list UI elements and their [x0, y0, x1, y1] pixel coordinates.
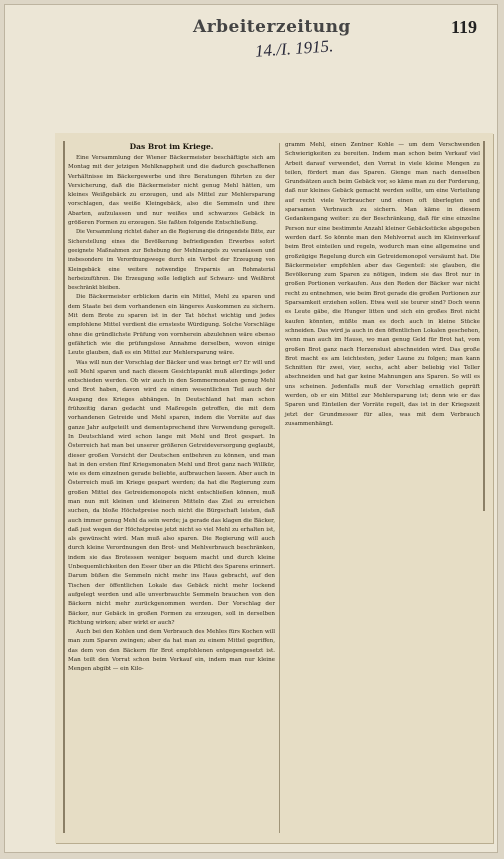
newspaper-clipping [55, 133, 493, 843]
newspaper-title: Arbeiterzeitung [193, 17, 351, 37]
article-paragraph: Eine Versammlung der Wiener Bäckermeister beschäftigte sich am Montag mit der jetzigen Mehlknappheit und die dadurch geschaffenen Verhältnisse im Bäckergewerbe und ihre Beratungen führten zu der Versicherung, daß die Bäckermeister nicht genug Mehl hätten, um kleines Weißgebäck zu erzeugen, und als Mittel zur Mehlersparung vorschlagen, das weiße Kleingebäck, also die Semmeln und ihre Abarten, aufzulassen und nur weißes und schwarzes Gebäck in größeren Formen zu erzeugen. Sie faßten folgende Entschließung. [68, 155, 275, 227]
handwritten-date: 14./I. 1915. [254, 36, 334, 61]
article-column-left [63, 141, 275, 833]
article-paragraph: gramm Mehl, einen Zentner Kohle — um dem Verschwenden Schwierigkeiten zu bereiten. Indem man schon beim Verkauf viel Arbeit darauf verwendet, den Vorrat in viele kleine Mengen zu teilen, fördert man das Sparen. Gienge man nach denselben Grundsätzen auch beim Gebäck vor, so käme man zu der Forderung, daß nur kleines Gebäck gemacht werden sollte, um eine Verteilung auf recht viele Verbraucher und einen oft überlegten und sparsamen Verbrauch zu sichern. Man käme in diesem Gedankengang weiter: zu der Beschränkung, daß für eine einzelne Person nur eine bestimmte Anzahl kleiner Gebäckstücke abgegeben werden darf. So könnte man den Mehlvorrat auch im Kleinverkauf beim Brot einteilen und regeln, wodurch man eine allgemeine und großzügige Regelung durch ein Getreidemonopol versäumt hat. Die Bäckermeister empfehlen aber das Gegenteil: sie glauben, die Bevölkerung zum Sparen zu nötigen, indem sie das Brot nur in großen Portionen verkaufen. Aus den Reden der Bäcker war nicht recht zu entnehmen, wie beim Brot gerade die großen Portionen zur Sparsamkeit erziehen sollen. Etwa weil sie teurer sind? Doch wenn es Leute gäbe, die Hunger litten und sich ein großes Brot nicht kaufen könnten, müßte man es doch auch in kleine Stücke schneiden. Das wird ja auch in den öffentlichen Lokalen geschehen, wenn man auch im Hause, wo man genug Geld für Brot hat, vom großen Brot ganz nach Herzenslust abschneiden wird. Das große Brot macht es am leichtesten, jeder Laune zu folgen; man kann Schnitten für zwei, vier, sechs, acht aber beliebig viel Teller abschneiden und hat gar keine Mahnungen ans Sparen. So will es uns scheinen. Jedenfalls muß der Vorschlag ernstlich geprüft werden, ob er ein Mittel zur Mehlersparung ist; denn wie er das Sparen und Einteilen der Vorräte regelt, das ist in der Kriegszeit jetzt der Grundmesser für alles, was mit dem Verbrauch zusammenhängt. [285, 142, 480, 427]
page-number: 119 [451, 17, 478, 37]
article-title: Das Brot im Kriege. [129, 142, 214, 151]
scanned-page [4, 4, 498, 853]
article-paragraph: Was will nun der Vorschlag der Bäcker und was bringt er? Er will und soll Mehl sparen und nach diesem Gesichtspunkt muß allerdings jeder entschieden werden. Ob wir auch in den Sommermonaten genug Mehl und Brot haben, davon wird zu einem wesentlichen Teil auch der Ausgang des Krieges abhängen. In Deutschland hat man schon frühzeitig daran gedacht und Maßregeln getroffen, die mit dem vorhandenen Getreide und Mehl sparen, indem die Vorräte auf das ganze Jahr aufgeteilt und dementsprechend ihre Verwendung geregelt. In Deutschland wird schon lange mit Mehl und Brot gespart. In Österreich hat man bei unserer größeren Getreideversorgung geglaubt, dieser großen Vorsicht der Deutschen entbehren zu können, und man hat in den ersten fünf Kriegsmonaten Mehl und Brot ganz nach Willkür, wie es dem einzelnen gerade beliebte, aufbrauchen lassen. Aber auch in Österreich muß im Kriege gespart werden; da hat die Regierung zum großen Mittel des Getreidemonopols nicht entschließen können, muß man nun mit kleinen und kleineren Mitteln das Ziel zu erreichen suchen, da bloße Höchstpreise noch nicht die Bürgschaft leisten, daß auch immer genug Mehl da sein werde; ja gerade das klagen die Bäcker, daß just wegen der Höchstpreise jetzt nicht so viel Mehl zu erhalten ist, als gewünscht wird. Man muß also sparen. Die Regierung will auch durch kleine Verordnungen den Brot- und Mehlverbrauch beschränken, indem sie das Brotessen weniger bequem macht und durch kleine Unbequemlichkeiten den Esser über an die Pflicht des Sparens erinnert. Darum büßen die Semmeln nicht mehr ins Haus gebracht, auf den Tischen der öffentlichen Lokale das Gebäck nicht mehr lockend aufgelegt werden und alle unverbrauchte Semmeln brauchen von den Bäckern nicht mehr zurückgenommen werden. Der Vorschlag der Bäcker, nur Gebäck in großen Formen zu erzeugen, soll in derselben Richtung wirken; aber wirkt er auch? [68, 359, 275, 626]
column-divider [279, 143, 280, 833]
article-paragraph: Die Bäckermeister erblicken darin ein Mittel, Mehl zu sparen und dem Staate bei dem vorhandenen ein längeres Auskommen zu sichern. Mit dem Brote zu sparen ist in der Tat höchst wichtig und jedes empfohlene Mittel verdient die ernsteste Würdigung. Solche Vorschläge ohne die gründlichste Prüfung von vornherein abzulehnen wäre ebenso gefährlich wie die prüfungslose Annahme derselben, wovon einige Leute glauben, daß es ein Mittel zur Mehlersparung wäre. [68, 294, 275, 357]
article-paragraph-resolution: Die Versammlung richtet daher an die Regierung die dringendste Bitte, zur Sicherstellung eines die Bevölkerung befriedigenden Erwerbes sofort geeignete Maßnahmen zur Behebung der Mehlmangels zu veranlassen und insbesondere im Verordnungswege durch ein Verbot der Erzeugung von Kleingebäck eine weitere notwendige Ersparnis an Rohmaterial herbeizuführen. Die Erzeugung solle lediglich auf Schwarz- und Weißbrot beschränkt bleiben. [68, 229, 276, 292]
article-column-right [285, 141, 485, 511]
article-paragraph: Auch bei den Kohlen und dem Verbrauch des Mehles fürs Kochen will man zum Sparen zwingen; aber da hat man zu einem Mittel gegriffen, das dem von den Bäckern für Brot empfohlenen entgegengesetzt ist. Man teilt den Vorrat schon beim Verkauf ein, indem man nur kleine Mengen abgibt — ein Kilo- [68, 629, 275, 673]
